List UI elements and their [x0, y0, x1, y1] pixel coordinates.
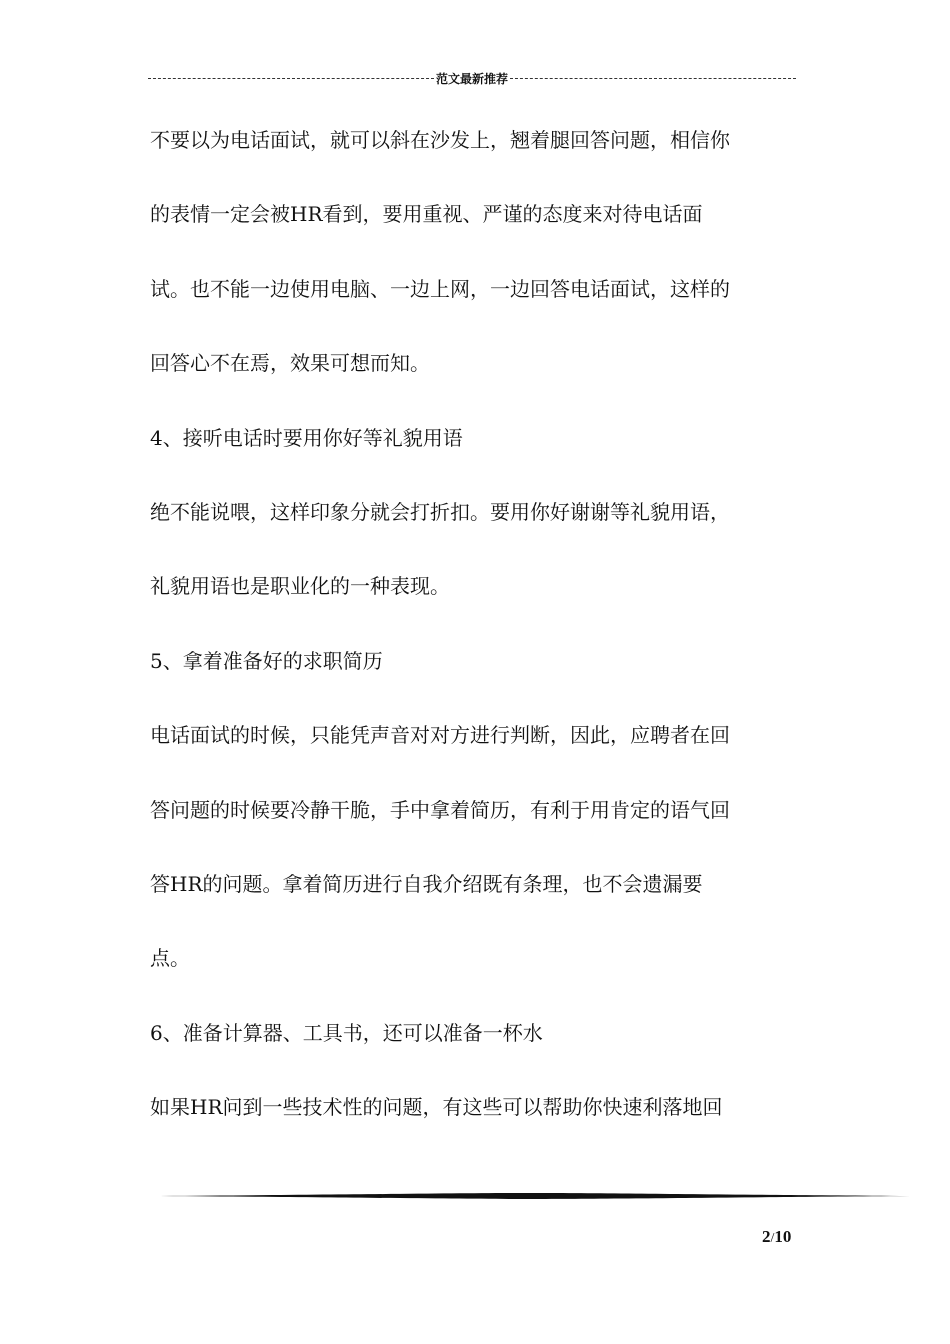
paragraph-line: 答问题的时候要冷静干脆，手中拿着简历，有利于用肯定的语气回: [150, 797, 730, 822]
footer-divider: [160, 1189, 910, 1203]
header-label: 范文最新推荐: [436, 71, 509, 86]
page-separator: /: [770, 1231, 775, 1246]
page-number: [762, 1227, 791, 1247]
section-heading-6: 6、准备计算器、工具书，还可以准备一杯水: [150, 1020, 543, 1045]
document-body: [150, 128, 805, 1169]
paragraph-line: 电话面试的时候，只能凭声音对对方进行判断，因此，应聘者在回: [150, 723, 730, 748]
paragraph-line: 回答心不在焉，效果可想而知。: [150, 351, 430, 376]
paragraph-line: 试。也不能一边使用电脑、一边上网，一边回答电话面试，这样的: [150, 276, 730, 301]
header-dash-right: [510, 78, 796, 79]
section-heading-4: 4、接听电话时要用你好等礼貌用语: [150, 425, 463, 450]
page-header: [148, 68, 796, 88]
paragraph-line: 礼貌用语也是职业化的一种表现。: [150, 574, 450, 599]
paragraph-line: 如果HR问到一些技术性的问题，有这些可以帮助你快速利落地回: [150, 1095, 723, 1120]
paragraph-line: 绝不能说喂，这样印象分就会打折扣。要用你好谢谢等礼貌用语，: [150, 499, 730, 524]
paragraph-line: 答HR的问题。拿着简历进行自我介绍既有条理，也不会遗漏要: [150, 871, 703, 896]
paragraph-line: 的表情一定会被HR看到，要用重视、严谨的态度来对待电话面: [150, 202, 703, 227]
page-total: 10: [774, 1227, 792, 1246]
header-dash-left: [148, 78, 434, 79]
section-heading-5: 5、拿着准备好的求职简历: [150, 648, 383, 673]
paragraph-line: 不要以为电话面试，就可以斜在沙发上，翘着腿回答问题，相信你: [150, 128, 730, 152]
paragraph-line: 点。: [150, 946, 190, 971]
page-current: 2: [762, 1227, 771, 1246]
